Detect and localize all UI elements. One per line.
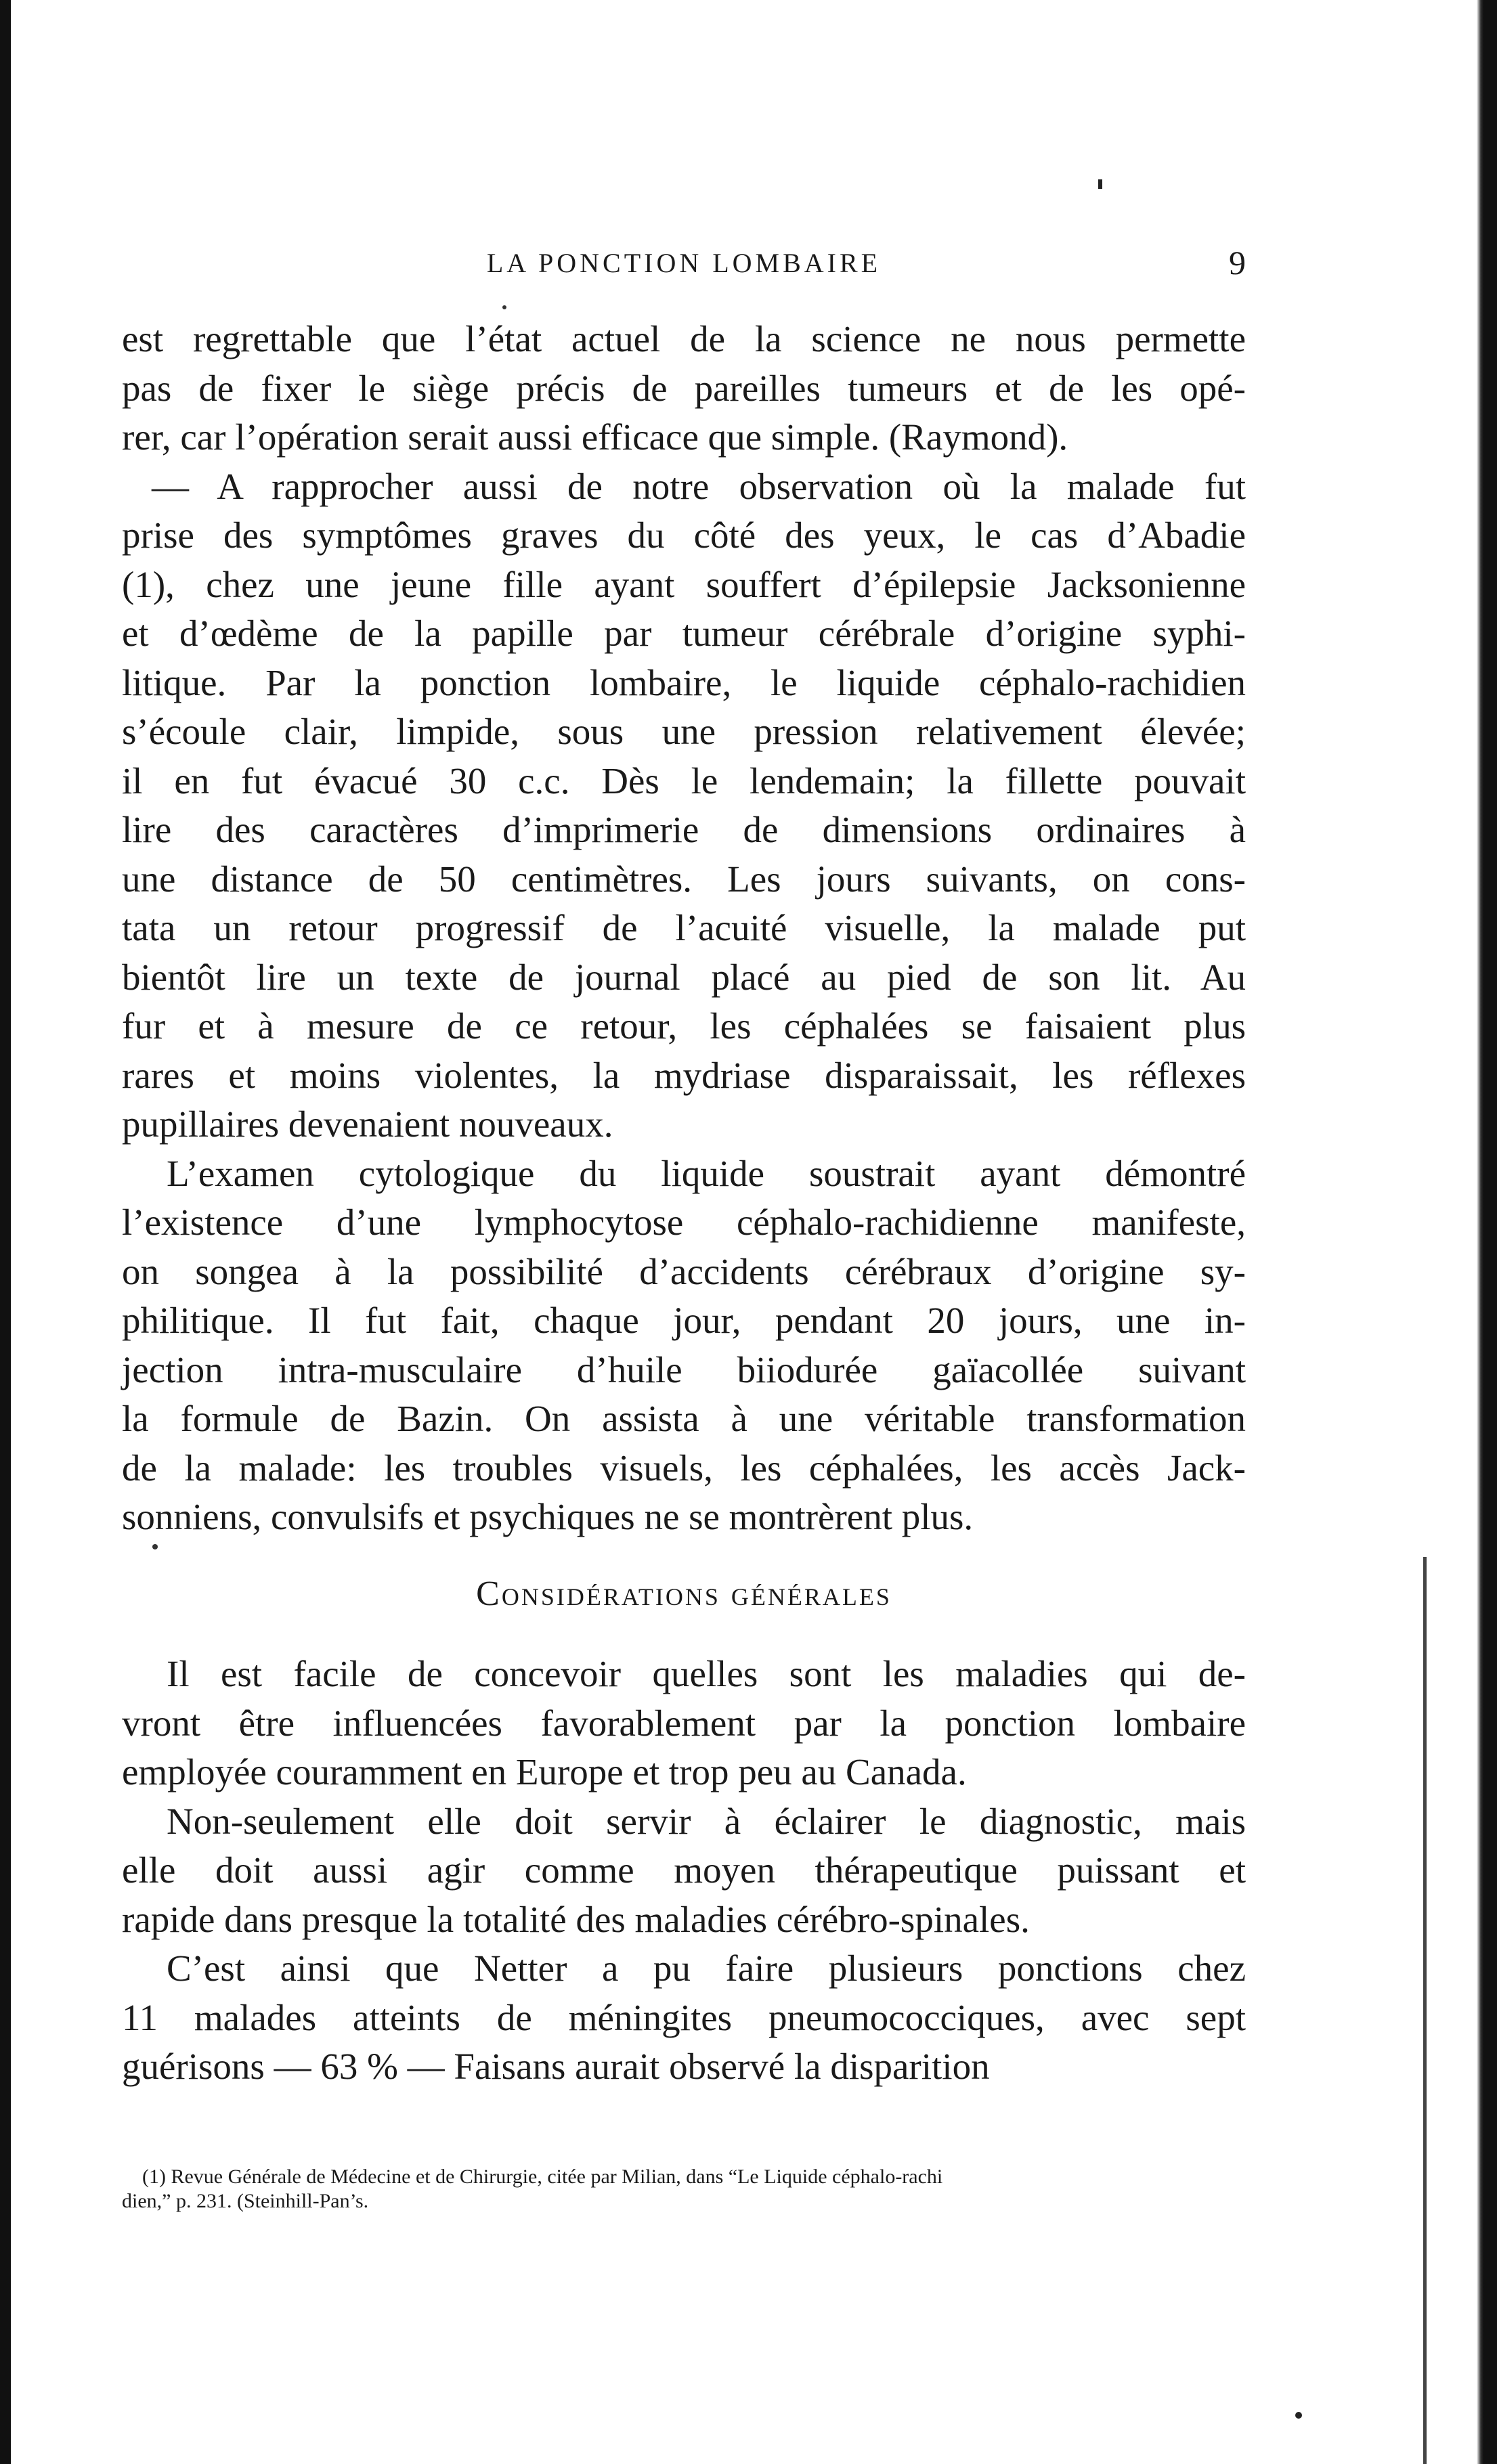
text-line: sonniens, convulsifs et psychiques ne se montrèrent plus. xyxy=(122,1496,974,1537)
paragraph-4 xyxy=(122,1650,1246,1797)
text-line: rer, car l’opération serait aussi efficace que simple. (Raymond). xyxy=(122,416,1068,458)
paragraph-6 xyxy=(122,1944,1246,2092)
paragraph-1 xyxy=(122,315,1246,462)
running-title: LA PONCTION LOMBAIRE xyxy=(486,248,882,278)
text-line: — A rapprocher aussi de notre observation où la malade fut xyxy=(152,465,1246,507)
page-number: 9 xyxy=(1229,244,1246,282)
text-line: elle doit aussi agir comme moyen thérapeutique puissant et xyxy=(122,1849,1246,1891)
text-line: l’existence d’une lymphocytose céphalo-rachidienne manifeste, xyxy=(122,1202,1246,1243)
text-line: litique. Par la ponction lombaire, le liquide céphalo-rachidien xyxy=(122,661,1246,703)
text-line: C’est ainsi que Netter a pu faire plusieurs ponctions chez xyxy=(167,1948,1246,1989)
text-line: et d’œdème de la papille par tumeur cérébrale d’origine syphi- xyxy=(122,613,1246,654)
scan-edge-left xyxy=(0,0,11,2464)
text-line: pas de fixer le siège précis de pareilles tumeurs et de les opé- xyxy=(122,367,1246,409)
text-line: lire des caractères d’imprimerie de dimensions ordinaires à xyxy=(122,809,1246,850)
text-line: employée couramment en Europe et trop peu au Canada. xyxy=(122,1751,967,1792)
text-line: une distance de 50 centimètres. Les jours suivants, on cons- xyxy=(122,858,1246,900)
footnote-line: (1) Revue Générale de Médecine et de Chirurgie, citée par Milian, dans “Le Liquide céphalo-rachi xyxy=(142,2165,943,2188)
text-line: guérisons — 63 % — Faisans aurait observé la disparition xyxy=(122,2046,990,2087)
text-line: 11 malades atteints de méningites pneumococciques, avec sept xyxy=(122,1996,1246,2038)
text-line: philitique. Il fut fait, chaque jour, pendant 20 jours, une in- xyxy=(122,1300,1246,1341)
footnote-line: dien,” p. 231. (Steinhill-Pan’s. xyxy=(122,2190,369,2212)
text-line: prise des symptômes graves du côté des yeux, le cas d’Abadie xyxy=(122,514,1246,556)
text-line: on songea à la possibilité d’accidents cérébraux d’origine sy- xyxy=(122,1250,1246,1292)
text-line: de la malade: les troubles visuels, les céphalées, les accès Jack- xyxy=(122,1447,1246,1489)
paragraph-2 xyxy=(122,462,1246,1149)
text-line: jection intra-musculaire d’huile biiodurée gaïacollée suivant xyxy=(122,1348,1246,1390)
text-line: rares et moins violentes, la mydriase disparaissait, les réflexes xyxy=(122,1054,1246,1096)
text-line: s’écoule clair, limpide, sous une pression relativement élevée; xyxy=(122,711,1246,752)
text-line: la formule de Bazin. On assista à une véritable transformation xyxy=(122,1398,1246,1439)
text-line: fur et à mesure de ce retour, les céphalées se faisaient plus xyxy=(122,1005,1246,1047)
text-line: (1), chez une jeune fille ayant souffert d’épilepsie Jacksonienne xyxy=(122,563,1246,605)
scan-edge-right xyxy=(1477,0,1497,2464)
footnote xyxy=(122,2165,1246,2214)
text-line: rapide dans presque la totalité des maladies cérébro-spinales. xyxy=(122,1898,1030,1940)
text-line: il en fut évacué 30 c.c. Dès le lendemain; la fillette pouvait xyxy=(122,760,1246,801)
text-line: est regrettable que l’état actuel de la science ne nous permette xyxy=(122,318,1246,359)
text-line: tata un retour progressif de l’acuité visuelle, la malade put xyxy=(122,907,1246,948)
paragraph-5 xyxy=(122,1797,1246,1945)
running-header xyxy=(122,244,1246,288)
text-line: Non-seulement elle doit servir à éclairer le diagnostic, mais xyxy=(167,1800,1246,1842)
body-text xyxy=(122,315,1246,1542)
text-line: pupillaires devenaient nouveaux. xyxy=(122,1103,613,1145)
body-text-2 xyxy=(122,1650,1246,2092)
paragraph-3 xyxy=(122,1149,1246,1542)
text-line: Il est facile de concevoir quelles sont les maladies qui de- xyxy=(167,1653,1246,1694)
text-line: L’examen cytologique du liquide soustrait ayant démontré xyxy=(167,1152,1246,1194)
text-line: vront être influencées favorablement par la ponction lombaire xyxy=(122,1702,1246,1744)
section-heading: Considérations générales xyxy=(476,1575,892,1613)
text-line: bientôt lire un texte de journal placé au pied de son lit. Au xyxy=(122,956,1246,998)
